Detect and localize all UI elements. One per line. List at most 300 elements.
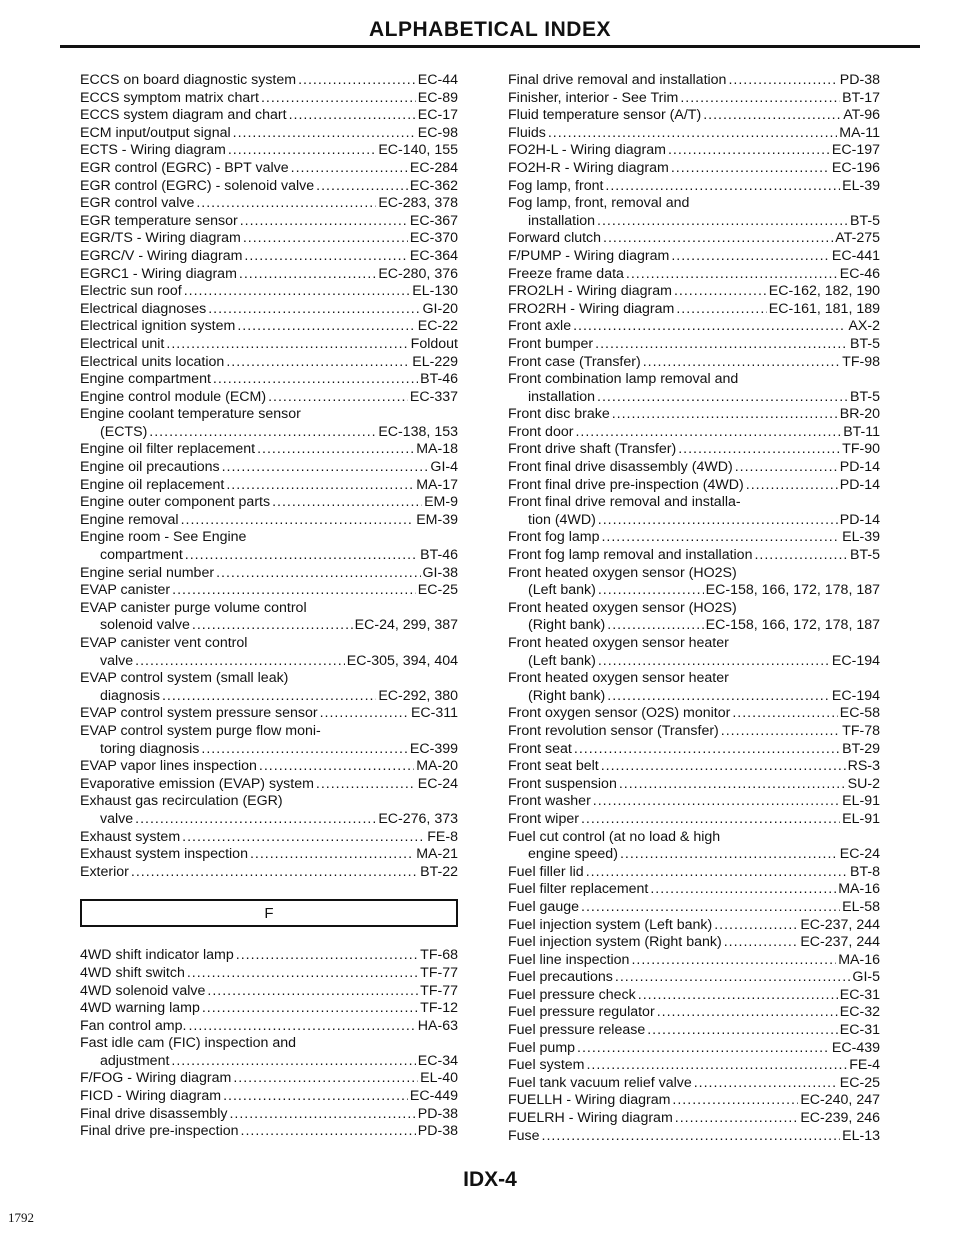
entry-page-ref: EL-58 [842,898,880,915]
index-entry [508,160,880,178]
entry-term: Final drive removal and installation [508,72,727,88]
entry-page-ref: BT-5 [850,212,880,229]
dot-leader [676,301,766,319]
entry-term: engine speed) [528,846,618,863]
entry-term: Final drive pre-inspection [80,1123,239,1140]
index-entry [508,441,880,459]
dot-leader [603,230,833,248]
entry-page-ref: BR-20 [839,406,880,423]
dot-leader [586,864,848,882]
dot-leader [620,846,838,864]
page-number: 1792 [8,1210,34,1225]
dot-leader [626,266,838,284]
entry-term: EGR control (EGRC) - BPT valve [80,159,289,176]
dot-leader [236,947,418,965]
entry-term: Engine control module (ECM) [80,388,267,405]
dot-leader [320,705,409,723]
entry-term: installation [528,212,596,229]
dot-leader [607,617,703,635]
entry-term: Fuel filler lid [508,863,584,880]
index-entry [508,705,880,723]
dot-leader [612,406,838,424]
entry-page-ref: AT-96 [843,107,880,124]
index-entry [80,1106,458,1124]
entry-page-ref: EC-305, 394, 404 [346,652,458,669]
entry-term: Front axle [508,318,572,335]
dot-leader [586,1057,847,1075]
index-entry [80,178,458,196]
dot-leader [291,160,408,178]
entry-term: Electrical diagnoses [80,300,207,317]
index-entry [80,441,458,459]
dot-leader [185,547,418,565]
entry-term: Finisher, interior - See Trim [508,89,679,106]
entry-page-ref: EC-58 [839,705,880,722]
entry-term: EGR control valve [80,195,195,212]
index-entry-continuation [80,1053,458,1071]
entry-page-ref: EC-283, 378 [378,195,458,212]
dot-leader [615,969,851,987]
entry-page-ref: EC-24, 299, 387 [354,617,458,634]
dot-leader [577,1040,830,1058]
dot-leader [237,318,415,336]
dot-leader [643,354,840,372]
entry-term: 4WD warning lamp [80,1000,200,1017]
entry-page-ref: PD-14 [839,459,880,476]
entry-page-ref: EC-89 [417,89,458,106]
dot-leader [201,741,408,759]
entry-page-ref: GI-5 [852,969,880,986]
entry-page-ref: TF-98 [842,353,880,370]
entry-page-ref: RS-3 [847,758,880,775]
entry-term: Fuel injection system (Right bank) [508,934,722,951]
entry-page-ref: EC-24 [417,775,458,792]
entry-page-ref: EC-194 [831,687,880,704]
entry-page-ref: EL-40 [420,1070,458,1087]
entry-page-ref: MA-20 [416,758,458,775]
dot-leader [598,582,704,600]
dot-leader [187,965,418,983]
entry-page-ref: MA-18 [416,441,458,458]
entry-term: Electrical ignition system [80,318,236,335]
index-entry [508,776,880,794]
index-entry [508,178,880,196]
entry-term: FRO2LH - Wiring diagram [508,283,672,300]
entry-term: Freeze frame data [508,265,624,282]
dot-leader [703,107,841,125]
entry-term: Front fog lamp [508,529,600,546]
entry-term: Fuel pressure check [508,986,636,1003]
index-entry [508,459,880,477]
dot-leader [574,741,840,759]
entry-term: EGRC1 - Wiring diagram [80,265,237,282]
entry-term: (ECTS) [100,423,148,440]
entry-page-ref: EC-194 [831,652,880,669]
index-entry-heading: Engine room - See Engine [80,529,247,546]
entry-page-ref: EC-370 [409,230,458,247]
entry-term: (Right bank) [528,687,606,704]
entry-page-ref: BT-11 [843,423,880,440]
entry-term: Fuel line inspection [508,951,630,968]
dot-leader [289,107,416,125]
entry-page-ref: GI-4 [430,459,458,476]
entry-page-ref: EC-138, 153 [378,423,458,440]
entry-term: tion (4WD) [528,511,596,528]
entry-page-ref: EC-237, 244 [800,916,880,933]
entry-page-ref: PD-38 [417,1123,458,1140]
entry-page-ref: EL-91 [842,793,880,810]
entry-term: Engine compartment [80,371,211,388]
entry-page-ref: EC-31 [839,986,880,1003]
page-title: ALPHABETICAL INDEX [369,18,611,41]
entry-term: EVAP canister [80,582,171,599]
entry-term: diagnosis [100,687,160,704]
dot-leader [678,441,840,459]
dot-leader [229,1106,415,1124]
index-entry [80,565,458,583]
entry-term: (Left bank) [528,652,596,669]
dot-leader [213,371,418,389]
dot-leader [668,142,830,160]
index-entry-heading: Front heated oxygen sensor (HO2S) [508,599,737,616]
entry-term: installation [528,388,596,405]
dot-leader [573,318,846,336]
entry-term: Front case (Transfer) [508,353,641,370]
index-entry-continuation [80,688,458,706]
index-entry-continuation [80,653,458,671]
index-entry [508,741,880,759]
entry-page-ref: PD-14 [839,476,880,493]
entry-page-ref: EC-46 [839,265,880,282]
entry-term: F/FOG - Wiring diagram [80,1070,232,1087]
entry-term: Fuel tank vacuum relief valve [508,1074,692,1091]
entry-term: valve [100,810,134,827]
right-entries [508,72,880,1145]
entry-page-ref: EC-31 [839,1022,880,1039]
index-entry [508,230,880,248]
dot-leader [135,811,376,829]
dot-leader [671,248,830,266]
entry-page-ref: EC-158, 166, 172, 178, 187 [705,617,880,634]
entry-page-ref: EC-197 [831,142,880,159]
entry-term: Front suspension [508,775,617,792]
entry-page-ref: EC-292, 380 [378,687,458,704]
index-entry [80,142,458,160]
dot-leader [261,90,416,108]
entry-term: FUELRH - Wiring diagram [508,1110,673,1127]
entry-page-ref: EC-34 [417,1052,458,1069]
index-entry [508,424,880,442]
entry-page-ref: MA-16 [838,951,880,968]
entry-term: Electrical unit [80,335,165,352]
entry-page-ref: BT-5 [850,547,880,564]
entry-page-ref: EC-276, 373 [378,810,458,827]
index-entry-continuation [508,846,880,864]
entry-term: FO2H-R - Wiring diagram [508,159,669,176]
index-entry [80,947,458,965]
entry-page-ref: TF-12 [420,1000,458,1017]
entry-page-ref: EC-158, 166, 172, 178, 187 [705,582,880,599]
dot-leader [222,459,429,477]
entry-page-ref: FE-4 [849,1057,880,1074]
dot-leader [233,1070,418,1088]
dot-leader [272,494,422,512]
entry-term: Engine oil replacement [80,476,225,493]
entry-page-ref: BT-46 [420,547,458,564]
index-entry [80,494,458,512]
entry-page-ref: EL-229 [412,353,458,370]
dot-leader [192,617,353,635]
entry-page-ref: EC-364 [409,247,458,264]
dot-leader [184,283,411,301]
dot-leader [171,1053,415,1071]
entry-page-ref: TF-78 [842,722,880,739]
entry-page-ref: MA-16 [838,881,880,898]
entry-page-ref: BT-29 [842,740,880,757]
entry-term: Fuel injection system (Left bank) [508,916,713,933]
entry-term: Front seat [508,740,572,757]
index-entry-continuation [508,512,880,530]
index-entry [508,90,880,108]
index-entry [508,301,880,319]
entry-term: solenoid valve [100,617,190,634]
dot-leader [754,547,848,565]
entry-page-ref: EC-280, 376 [378,265,458,282]
dot-leader [638,987,838,1005]
entry-page-ref: EC-17 [417,107,458,124]
entry-term: Front final drive disassembly (4WD) [508,459,733,476]
entry-page-ref: EM-9 [424,494,458,511]
entry-term: Engine serial number [80,564,215,581]
entry-term: Engine oil precautions [80,459,220,476]
index-entry [508,266,880,284]
entry-page-ref: BT-5 [850,335,880,352]
entry-page-ref: EC-162, 182, 190 [768,283,880,300]
dot-leader [250,846,414,864]
dot-leader [581,811,840,829]
entry-page-ref: HA-63 [417,1017,458,1034]
entry-term: EGRC/V - Wiring diagram [80,247,243,264]
dot-leader [728,72,837,90]
entry-term: (Left bank) [528,582,596,599]
entry-page-ref: BT-17 [842,89,880,106]
index-entry-continuation [80,617,458,635]
dot-leader [207,983,418,1001]
dot-leader [135,653,345,671]
right-column [508,72,880,1145]
entry-page-ref: GI-38 [422,564,458,581]
index-entry-continuation [508,617,880,635]
entry-term: Fluid temperature sensor (A/T) [508,107,702,124]
entry-page-ref: EC-161, 181, 189 [768,300,880,317]
index-entry [80,248,458,266]
dot-leader [172,582,416,600]
dot-leader [619,776,846,794]
index-entry [80,230,458,248]
dot-leader [724,934,799,952]
entry-page-ref: GI-20 [422,300,458,317]
entry-page-ref: EC-24 [839,846,880,863]
dot-leader [166,336,408,354]
entry-term: EGR control (EGRC) - solenoid valve [80,177,315,194]
entry-term: Front disc brake [508,406,610,423]
dot-leader [694,1075,838,1093]
entry-page-ref: EL-91 [842,810,880,827]
index-entry [508,899,880,917]
index-entry [508,969,880,987]
entry-term: Front oxygen sensor (O2S) monitor [508,705,731,722]
entry-page-ref: EC-196 [831,159,880,176]
index-entry [80,459,458,477]
index-entry [508,125,880,143]
entry-page-ref: BT-8 [850,863,880,880]
index-entry-heading: Exhaust gas recirculation (EGR) [80,793,283,810]
index-entry [80,1088,458,1106]
entry-page-ref: TF-77 [420,982,458,999]
index-entry-continuation [508,688,880,706]
index-entry [80,1000,458,1018]
entry-term: Fuel filter replacement [508,881,649,898]
index-entry [508,934,880,952]
dot-leader [657,1004,838,1022]
entry-term: Fan control amp. [80,1017,187,1034]
entry-page-ref: EC-239, 246 [800,1110,880,1127]
dot-leader [607,688,830,706]
entry-page-ref: BT-46 [420,371,458,388]
index-entry [80,846,458,864]
index-entry [80,512,458,530]
entry-page-ref: EC-362 [409,177,458,194]
entry-page-ref: EC-140, 155 [378,142,458,159]
entry-page-ref: EC-311 [410,705,458,722]
entry-term: Final drive disassembly [80,1105,228,1122]
dot-leader [298,72,416,90]
dot-leader [581,899,840,917]
index-entry-heading: Front heated oxygen sensor heater [508,670,729,687]
entry-page-ref: TF-90 [842,441,880,458]
entry-term: Fuel pressure regulator [508,1004,655,1021]
dot-leader [244,248,407,266]
dot-leader [240,213,408,231]
dot-leader [631,952,836,970]
index-entry [80,1123,458,1141]
dot-leader [239,266,376,284]
index-entry [80,336,458,354]
index-entry [80,195,458,213]
entry-term: FICD - Wiring diagram [80,1088,222,1105]
entry-page-ref: EC-439 [831,1039,880,1056]
index-entry [508,1040,880,1058]
index-entry-heading: Fuel cut control (at no load & high [508,828,721,845]
entry-term: Engine outer component parts [80,494,271,511]
index-entry-continuation [508,582,880,600]
index-entry [80,301,458,319]
index-entry [80,283,458,301]
entry-page-ref: SU-2 [847,775,880,792]
dot-leader [196,195,376,213]
index-entry-continuation [80,741,458,759]
index-entry-heading: Front combination lamp removal and [508,371,739,388]
index-entry [508,248,880,266]
index-entry [508,1128,880,1146]
entry-term: Front wiper [508,810,579,827]
dot-leader [223,1088,408,1106]
index-entry [508,758,880,776]
index-entry-heading: EVAP control system purge flow moni- [80,722,321,739]
entry-term: Evaporative emission (EVAP) system [80,775,314,792]
index-entry [508,1022,880,1040]
index-entry [508,318,880,336]
index-entry [508,917,880,935]
index-entry [508,952,880,970]
entry-page-ref: EC-98 [417,124,458,141]
dot-leader [672,1092,798,1110]
index-entry [508,1110,880,1128]
dot-leader [216,565,420,583]
entry-term: EGR/TS - Wiring diagram [80,230,241,247]
dot-leader [188,1018,415,1036]
dot-leader [226,477,414,495]
dot-leader [732,705,837,723]
index-entry-heading: Front heated oxygen sensor (HO2S) [508,564,737,581]
entry-page-ref: EL-130 [412,283,458,300]
index-entry-heading: Fast idle cam (FIC) inspection and [80,1035,297,1052]
entry-term: Front door [508,423,574,440]
dot-leader [735,459,838,477]
dot-leader [597,213,848,231]
index-entry [508,793,880,811]
index-entry [508,336,880,354]
entry-term: 4WD shift switch [80,964,185,981]
index-entry [80,266,458,284]
entry-term: Exhaust system [80,828,181,845]
dot-leader [241,1123,416,1141]
entry-term: Fluids [508,124,546,141]
index-entry [80,965,458,983]
index-entry-heading: EVAP control system (small leak) [80,670,289,687]
entry-term: ECTS - Wiring diagram [80,142,226,159]
index-entry [80,107,458,125]
entry-term: Front washer [508,793,591,810]
entry-term: Electrical units location [80,353,225,370]
index-entry [508,529,880,547]
entry-term: ECM input/output signal [80,124,231,141]
dot-leader [595,336,848,354]
dot-leader [674,283,767,301]
entry-term: EVAP control system pressure sensor [80,705,318,722]
entry-page-ref: EM-39 [416,511,458,528]
entry-page-ref: AT-275 [835,230,880,247]
index-entry [80,371,458,389]
entry-page-ref: AX-2 [848,318,880,335]
index-entry [80,477,458,495]
dot-leader [548,125,837,143]
dot-leader [131,864,418,882]
entry-page-ref: PD-14 [839,511,880,528]
dot-leader [268,389,408,407]
index-entry-heading: Front final drive removal and installa- [508,494,741,511]
entry-term: 4WD shift indicator lamp [80,947,234,964]
entry-term: Front fog lamp removal and installation [508,547,753,564]
entry-page-ref: BT-22 [420,863,458,880]
entry-page-ref: TF-77 [420,964,458,981]
dot-leader [675,1110,799,1128]
entry-term: 4WD solenoid valve [80,982,206,999]
index-entry [508,283,880,301]
dot-leader [601,529,840,547]
entry-page-ref: EC-399 [409,740,458,757]
dot-leader [680,90,840,108]
